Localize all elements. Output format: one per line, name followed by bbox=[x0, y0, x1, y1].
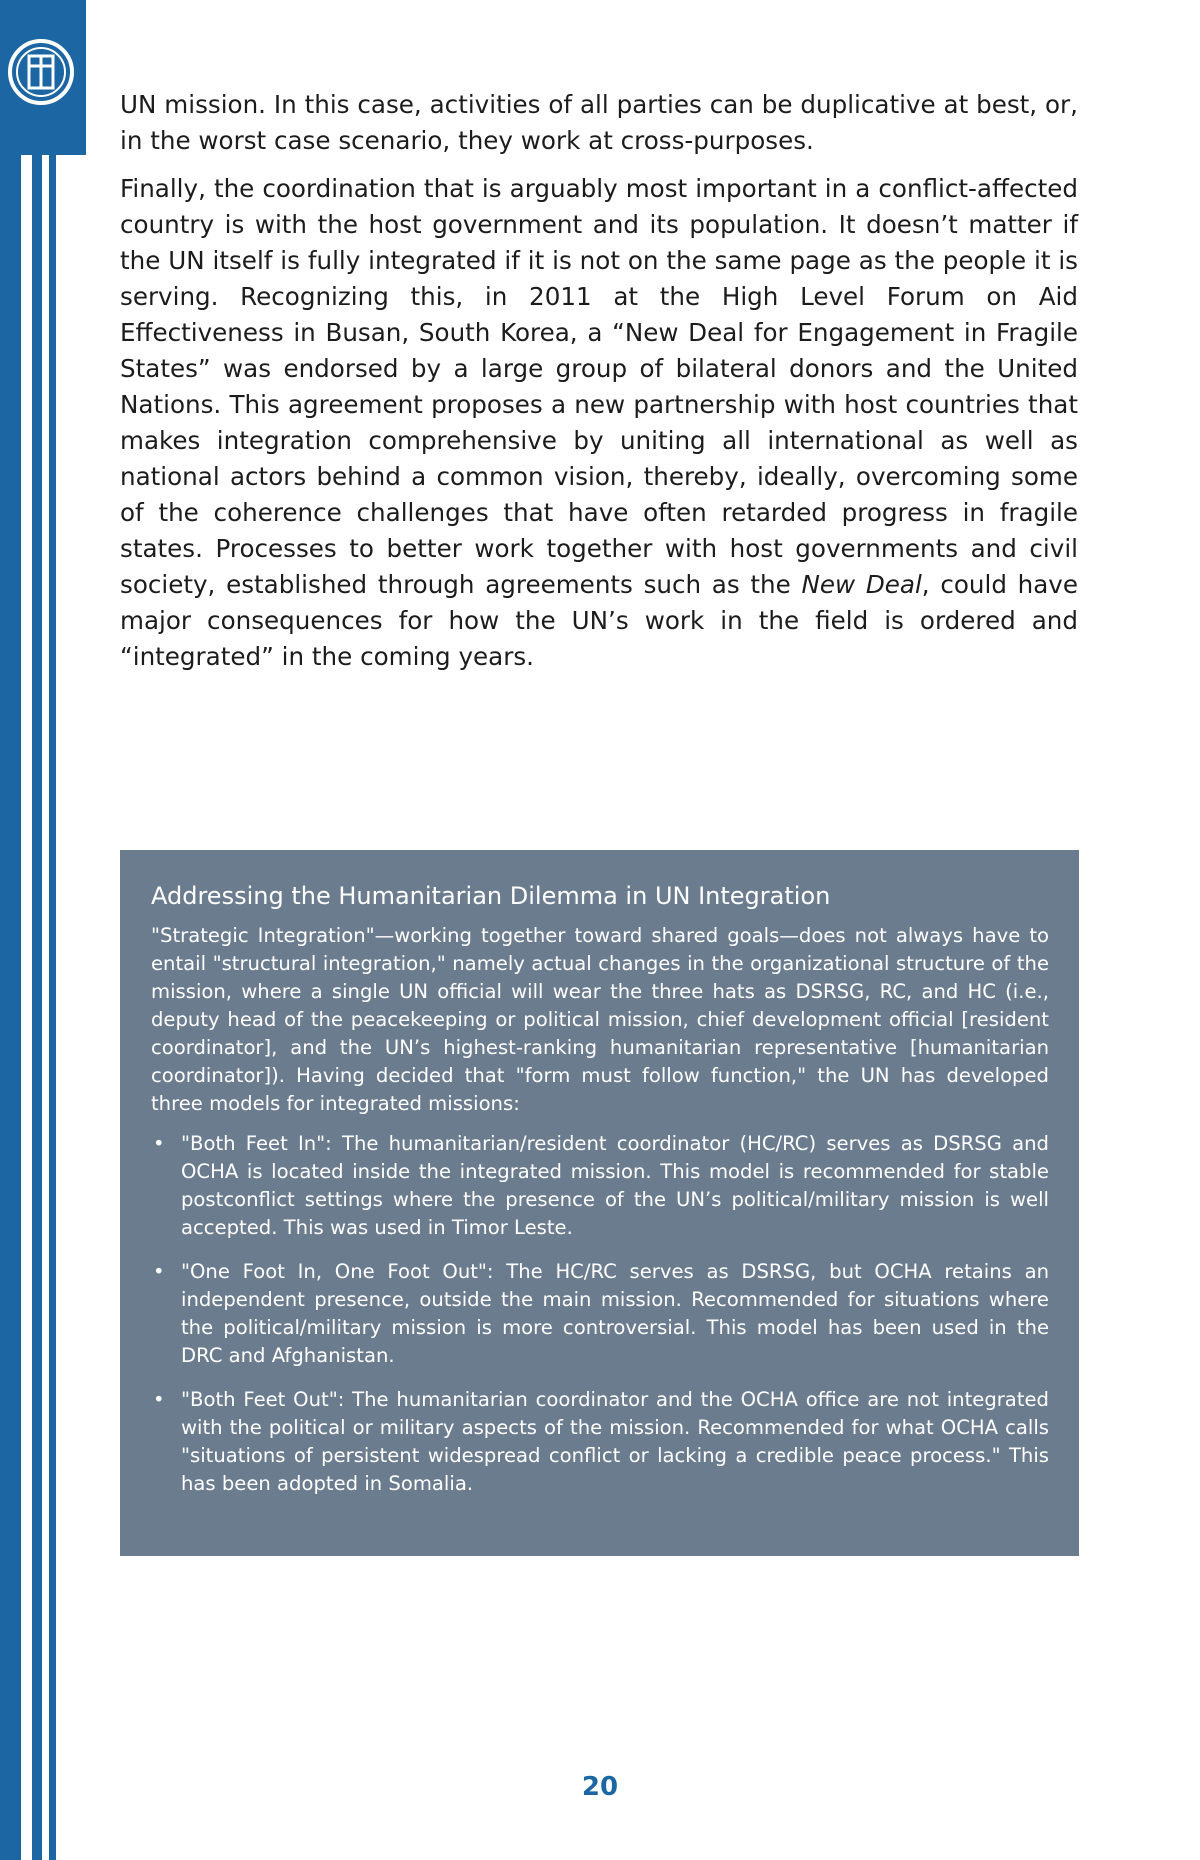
bullet-icon: • bbox=[153, 1132, 165, 1155]
body-text-italic: New Deal bbox=[801, 570, 922, 599]
bullet-icon: • bbox=[153, 1388, 165, 1411]
header-logo-block bbox=[0, 0, 86, 155]
list-item-text: "Both Feet Out": The humanitarian coordinator and the OCHA office are not integrated with the political or military aspects of the mission. Recommended for what OCHA calls "situations of persistent widespread conflict or lacking a credible peace process." This has been adopted in Somalia. bbox=[181, 1388, 1049, 1495]
left-margin-stripe bbox=[32, 155, 42, 1860]
box-list bbox=[151, 1130, 1049, 1498]
page-number: 20 bbox=[581, 1772, 619, 1802]
body-text-run: Finally, the coordination that is arguably most important in a conflict-affected country is with the host government and its population. It doesn’t matter if the UN itself is fully integrated if it is not on the same page as the people it is serving. Recognizing this, in 2011 at the High Level Forum on Aid Effectiveness in Busan, South Korea, a “New Deal for Engagement in Fragile States” was endorsed by a large group of bilateral donors and the United Nations. This agreement proposes a new partnership with host countries that makes integration comprehensive by uniting all international as well as national actors behind a common vision, thereby, ideally, overcoming some of the coherence challenges that have often retarded progress in fragile states. Processes to better work together with host governments and civil society, established through agreements such as the bbox=[120, 174, 1078, 599]
list-item-text: "One Foot In, One Foot Out": The HC/RC serves as DSRSG, but OCHA retains an independent presence, outside the main mission. Recommended for situations where the political/military mission is more controversial. This model has been used in the DRC and Afghanistan. bbox=[181, 1260, 1049, 1367]
main-body-text bbox=[120, 87, 1078, 687]
list-item-text: "Both Feet In": The humanitarian/resident coordinator (HC/RC) serves as DSRSG and OCHA is located inside the integrated mission. This model is recommended for stable postconflict settings where the presence of the UN’s political/military mission is well accepted. This was used in Timor Leste. bbox=[181, 1132, 1049, 1239]
sidebar-box bbox=[120, 850, 1079, 1556]
left-margin-stripe bbox=[49, 155, 56, 1860]
left-margin-stripe bbox=[0, 155, 21, 1860]
building-emblem-icon bbox=[6, 37, 76, 107]
list-item bbox=[151, 1258, 1049, 1370]
body-text-run: , could have major consequences for how the UN’s work in the field is ordered and “integrated” in the coming years. bbox=[120, 570, 1078, 671]
body-paragraph bbox=[120, 171, 1078, 675]
body-paragraph: UN mission. In this case, activities of all parties can be duplicative at best, or, in the worst case scenario, they work at cross-purposes. bbox=[120, 90, 1078, 155]
list-item bbox=[151, 1130, 1049, 1242]
box-title: Addressing the Humanitarian Dilemma in UN Integration bbox=[151, 882, 831, 910]
box-intro: "Strategic Integration"—working together toward shared goals—does not always have to entail "structural integration," namely actual changes in the organizational structure of the mission, where a single UN official will wear the three hats as DSRSG, RC, and HC (i.e., deputy head of the peacekeeping or political mission, chief development official [resident coordinator], and the UN’s highest-ranking humanitarian representative [humanitarian coordinator]). Having decided that "form must follow function," the UN has developed three models for integrated missions: bbox=[151, 924, 1049, 1115]
bullet-icon: • bbox=[153, 1260, 165, 1283]
list-item bbox=[151, 1386, 1049, 1498]
